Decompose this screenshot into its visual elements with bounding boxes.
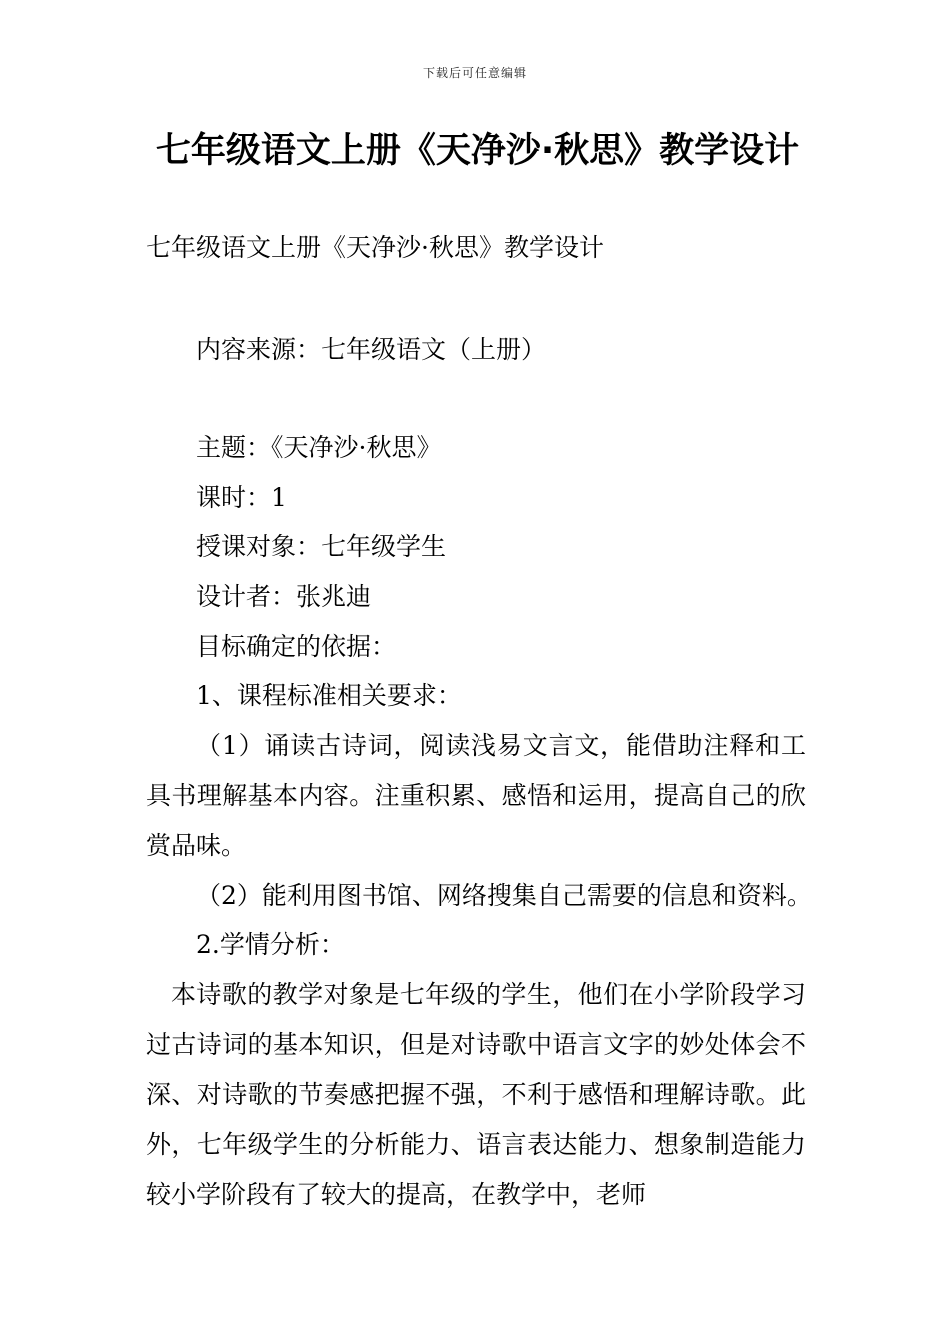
basis-heading: 目标确定的依据： [196, 632, 397, 661]
document-subtitle: 七年级语文上册《天净沙·秋思》教学设计 [146, 233, 604, 262]
designer-line: 设计者：张兆迪 [196, 582, 372, 611]
theme-line: 主题：《天净沙·秋思》 [196, 433, 442, 462]
content-source-line: 内容来源：七年级语文（上册） [196, 335, 547, 364]
requirement-paragraph-1: （1）诵读古诗词，阅读浅易文言文，能借助注释和工具书理解基本内容。注重积累、感悟和运用，提高自己的欣赏品味。 [146, 731, 806, 860]
requirements-heading: 1、课程标准相关要求： [196, 681, 462, 710]
header-note: 下载后可任意编辑 [422, 66, 527, 80]
class-period-line: 课时：1 [196, 483, 287, 512]
requirement-paragraph-2: （2）能利用图书馆、网络搜集自己需要的信息和资料。 [196, 881, 812, 910]
analysis-heading: 2.学情分析： [196, 930, 345, 959]
document-title: 七年级语文上册《天净沙·秋思》教学设计 [155, 131, 800, 171]
analysis-paragraph: 本诗歌的教学对象是七年级的学生，他们在小学阶段学习过古诗词的基本知识，但是对诗歌中语言文字的妙处体会不深、对诗歌的节奏感把握不强，不利于感悟和理解诗歌。此外，七年级学生的分析能力、语言表达能力、想象制造能力较小学阶段有了较大的提高，在教学中，老师 [146, 980, 806, 1209]
audience-line: 授课对象：七年级学生 [196, 532, 447, 561]
